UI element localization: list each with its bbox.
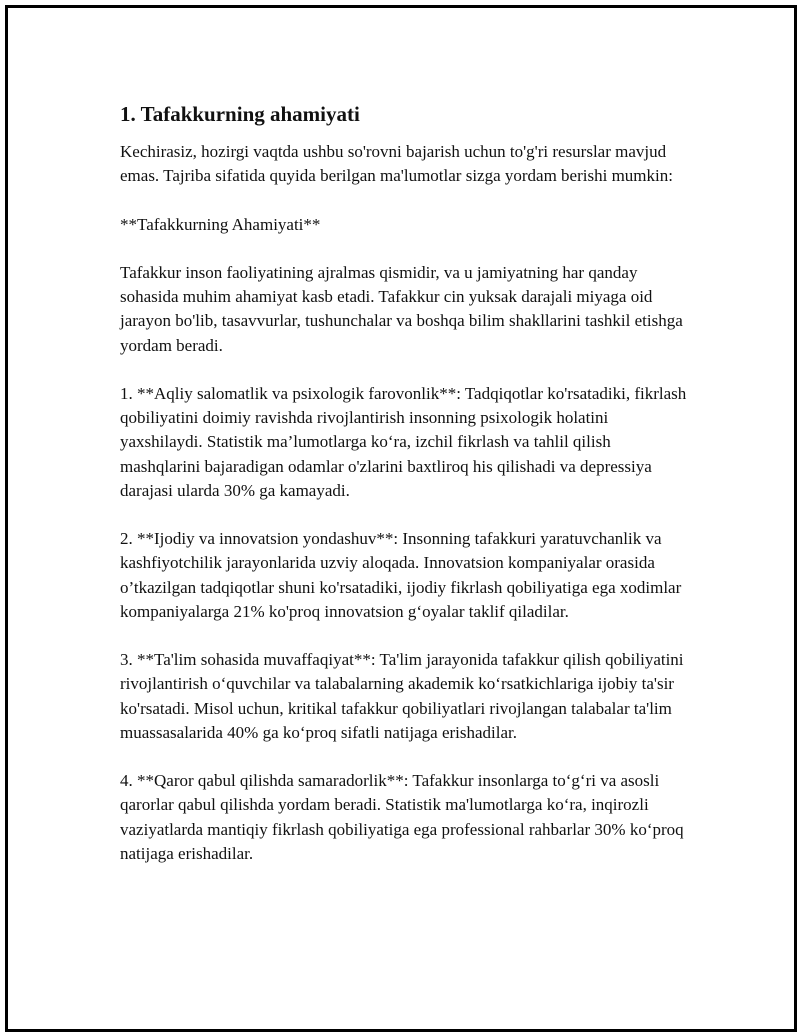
section-title-paragraph: **Tafakkurning Ahamiyati** — [120, 214, 321, 234]
page-frame — [5, 5, 797, 1032]
point-4-paragraph: 4. **Qaror qabul qilishda samaradorlik**: Tafakkur insonlarga to‘g‘ri va asosli qarorlar qabul qilishda yordam beradi. Statistik ma'lumotlarga ko‘ra, inqirozli vaziyatlarda mantiqiy fikrlash qobiliyatiga ega professional rahbarlar 30% ko‘proq natijaga erishadilar. — [120, 771, 684, 863]
overview-paragraph: Tafakkur inson faoliyatining ajralmas qismidir, va u jamiyatning har qanday sohasida muhim ahamiyat kasb etadi. Tafakkur cin yuksak darajali miyaga oid jarayon bo'lib, tasavvurlar, tushunchalar va boshqa bilim shakllarini tashkil etishga yordam beradi. — [120, 262, 683, 355]
document-heading: 1. Tafakkurning ahamiyati — [120, 102, 360, 126]
point-3-paragraph: 3. **Ta'lim sohasida muvaffaqiyat**: Ta'lim jarayonida tafakkur qilish qobiliyatini rivojlantirish o‘quvchilar va talabalarning akademik ko‘rsatkichlariga ijobiy ta'sir ko'rsatadi. Misol uchun, kritikal tafakkur qobiliyatlari rivojlangan talabalar ta'lim muassasalarida 40% ga ko‘proq sifatli natijaga erishadilar. — [120, 650, 684, 742]
intro-paragraph: Kechirasiz, hozirgi vaqtda ushbu so'rovni bajarish uchun to'g'ri resurslar mavjud emas. Tajriba sifatida quyida berilgan ma'lumotlar sizga yordam berishi mumkin: — [120, 142, 673, 186]
document-body — [120, 100, 690, 890]
point-2-paragraph: 2. **Ijodiy va innovatsion yondashuv**: Insonning tafakkuri yaratuvchanlik va kashfiyotchilik jarayonlarida uzviy aloqada. Innovatsion kompaniyalar orasida o’tkazilgan tadqiqotlar shuni ko'rsatadiki, ijodiy fikrlash qobiliyatiga ega xodimlar kompaniyalarga 21% ko'proq innovatsion g‘oyalar taklif qiladilar. — [120, 529, 682, 621]
point-1-paragraph: 1. **Aqliy salomatlik va psixologik farovonlik**: Tadqiqotlar ko'rsatadiki, fikrlash qobiliyatini doimiy ravishda rivojlantirish insonning psixologik holatini yaxshilaydi. Statistik ma’lumotlarga ko‘ra, izchil fikrlash va tahlil qilish mashqlarini bajaradigan odamlar o'zlarini baxtliroq his qilishadi va depressiya darajasi ularda 30% ga kamayadi. — [120, 383, 687, 500]
